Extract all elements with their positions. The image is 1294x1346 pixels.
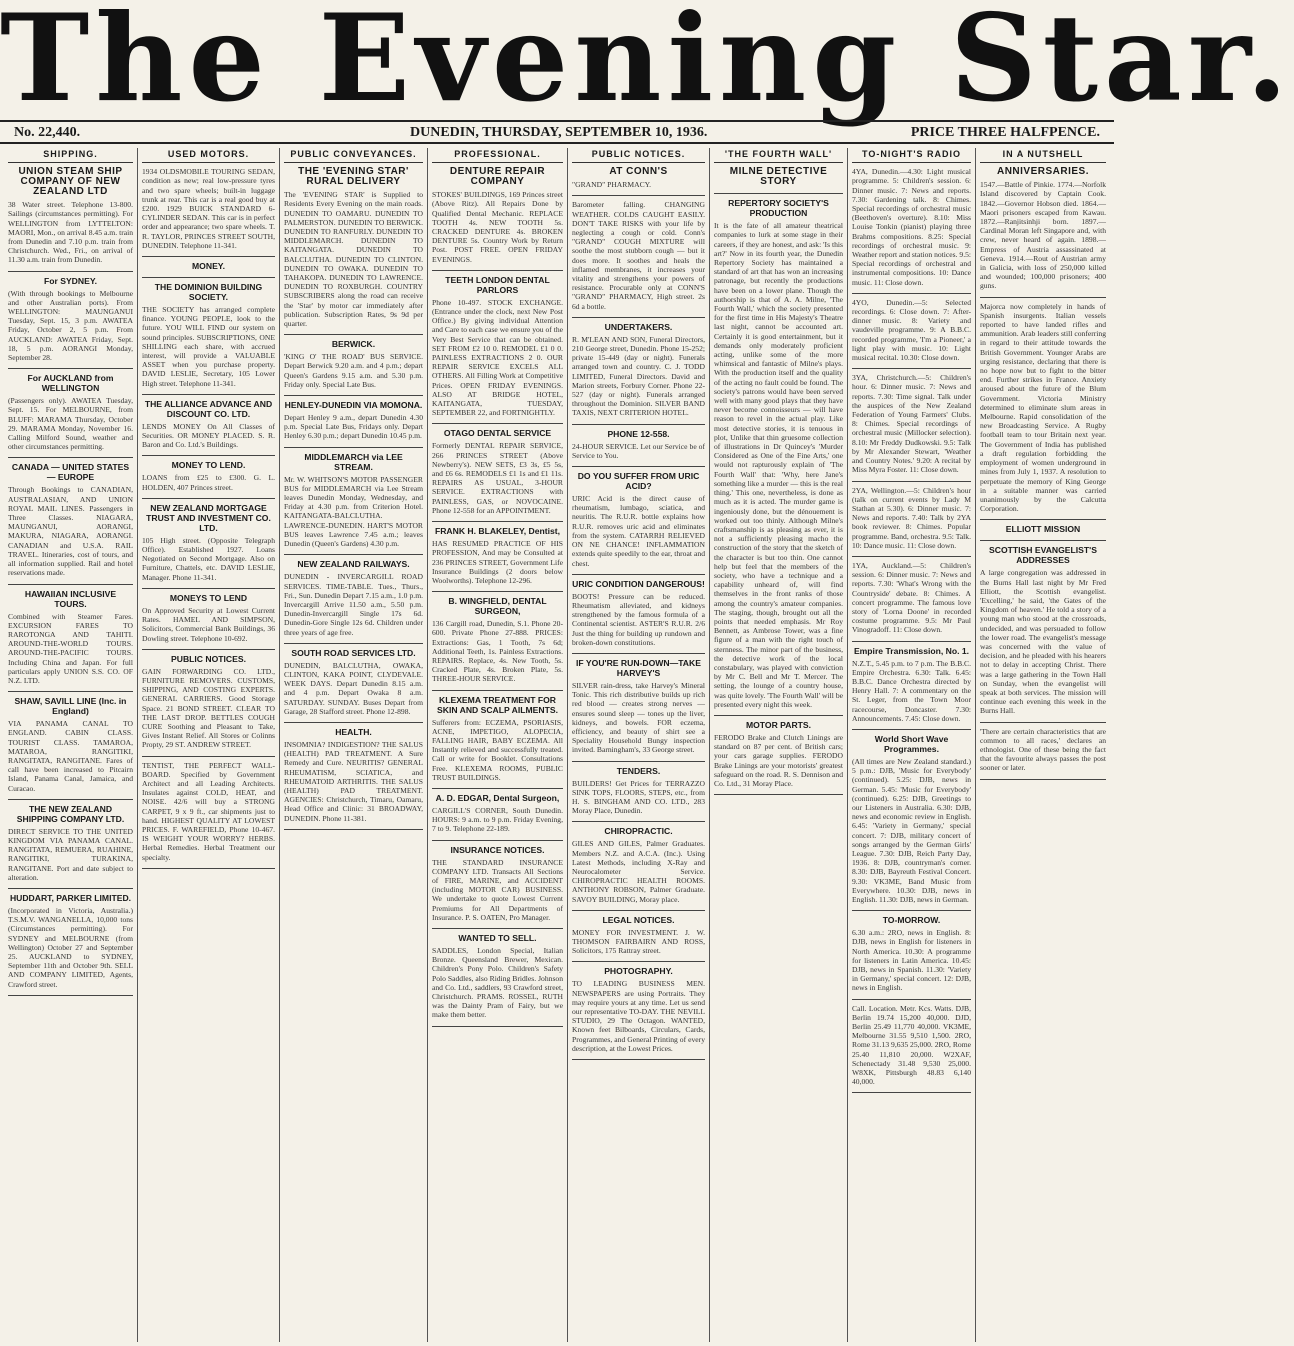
divider [852, 910, 971, 911]
article-block [852, 167, 971, 287]
article-text: CARGILL'S CORNER, South Dunedin. HOURS: 9 a.m. to 9 p.m. Friday Evening, 7 to 9. Telephone 22-189. [432, 805, 563, 834]
article-text: LOANS from £25 to £300. G. L. HOLDEN, 407 Princes street. [142, 473, 275, 492]
divider [432, 270, 563, 271]
article-title: PHONE 12-558. [607, 428, 670, 439]
article-block [432, 275, 563, 418]
article-title: UNION STEAM SHIP COMPANY OF NEW ZEALAND LTD [18, 166, 123, 198]
column-header: USED MOTORS. [142, 148, 275, 163]
article-title: HEALTH. [335, 726, 372, 737]
divider [284, 722, 423, 723]
article-title: SHAW, SAVILL LINE (Inc. in England) [14, 696, 127, 717]
divider [572, 424, 705, 425]
article-block [572, 471, 705, 568]
divider [572, 761, 705, 762]
article-text: Majorca now completely in hands of Spanish insurgents. Italian vessels reported to have landed rifles and ammunition. Arab leaders still conferring in regard to their attitude towards the British Government. Younger Arabs are urging resistance, declaring that there is no hope now but to fight to the bitter end. Further strikes in France. Anxiety aroused about the future of the Blum Government. Victoria Ministry determined to eliminate slum areas in Melbourne. Rapid consolidation of the new Broadcasting Service. A Rugby football team to tour Britain next year. The Government of India has published a draft regulation forbidding the employment of women underground in mines from July 1, 1937. A resolution to perpetuate the memory of King George in a suitable manner was carried unanimously by the Calcutta Corporation. [980, 301, 1106, 514]
divider [980, 540, 1106, 541]
divider [572, 317, 705, 318]
article-block [284, 400, 423, 441]
article-text: TENTIST, THE PERFECT WALL-BOARD. Specified by Government Architect and all Leading Architects. Insulates against COLD, HEAT, and NOISE. 42/6 will buy a STRONG CARPET, 9 x 9 ft., car shipments just to hand. HIGHEST QUALITY AT LOWEST PRICES. F. WAREFIELD, Phone 10-467. IS WEIGHT YOUR WORRY? HERBS. Herbal Remedies. Herbal Treatment our specialty. [142, 760, 275, 862]
divider [142, 868, 275, 869]
article-block [432, 793, 563, 834]
article-block [284, 339, 423, 389]
column-5 [568, 148, 710, 1342]
divider [142, 455, 275, 456]
article-block [572, 826, 705, 903]
article-text: DUNEDIN - INVERCARGILL ROAD SERVICES. TIME-TABLE. Tues., Thurs., Fri., Sun. Dunedin Depart 7.15 a.m., 1.0 p.m. Invercargill Arrive 11.50 a.m., 5.50 p.m. Dunedin-Invercargill Single 17s 6d. Dunedin-Gore Single 12s 6d. Children under three years of age free. [284, 572, 423, 637]
article-block [852, 486, 971, 550]
article-block [980, 167, 1106, 290]
article-block [852, 915, 971, 992]
article-block [142, 503, 275, 582]
article-title: For SYDNEY. [43, 275, 97, 286]
article-block [8, 893, 133, 989]
column-1 [4, 148, 138, 1342]
column-header: IN A NUTSHELL [980, 148, 1106, 163]
article-text: 24-HOUR SERVICE. Let our Service be of Service to You. [572, 441, 705, 460]
article-text: GAIN FORWARDING CO. LTD., FURNITURE REMOVERS. CUSTOMS, SHIPPING, AND COSTING EXPERTS. GENERAL CARRIERS. Good Storage Space. 21 BOND STREET. CLEAR TO THE LAST DROP. BETTLES COUGH CURE Soothing and Pleasant to Take, Gives Instant Relief. All Stores or Colinns Propty, 29 ST. ANDREW STREET. [142, 666, 275, 750]
divider [572, 961, 705, 962]
article-text: 38 Water street. Telephone 13-800. Sailings (circumstances permitting). For WELLINGTON from LYTTELTON: MAORI, Mon., on arrival 8.45 a.m. train from Dunedin and 7.10 p.m. train from Christchurch. Wed., Fri., on arrival of 11.30 a.m. train from Dunedin. [8, 200, 133, 265]
article-title: MONEYS TO LEND [169, 592, 248, 603]
divider [284, 395, 423, 396]
divider [142, 756, 275, 757]
article-block [432, 596, 563, 683]
divider [8, 799, 133, 800]
article-block [572, 915, 705, 956]
article-block [572, 200, 705, 310]
article-text: URIC Acid is the direct cause of rheumatism, lumbago, sciatica, and neuritis. The R.U.R. bottle explains how R.U.R. removes uric acid and eliminates from the system. CATARRH RELIEVED ON NE CHANCE! INFLAMMATION extends quite speedily to the ear, throat and chest. [572, 494, 705, 568]
divider [142, 256, 275, 257]
divider [432, 591, 563, 592]
article-block [8, 462, 133, 577]
divider [980, 779, 1106, 780]
divider [852, 1092, 971, 1093]
column-header: 'THE FOURTH WALL' [714, 148, 843, 163]
article-block [432, 695, 563, 782]
article-block [432, 845, 563, 922]
article-title: DO YOU SUFFER FROM URIC ACID? [577, 471, 700, 492]
article-title: SOUTH ROAD SERVICES LTD. [291, 647, 416, 658]
article-block [284, 559, 423, 636]
divider [852, 481, 971, 482]
article-block [284, 167, 423, 328]
article-text: BOOTS! Pressure can be reduced. Rheumatism alleviated, and kidneys strengthened by the famous formula of a Continental scientist. ASTER'S R.U.R. 2/6 Just the thing for building up rundown and broken-down constitutions. [572, 591, 705, 647]
article-text: LENDS MONEY On All Classes of Securities. OR MONEY PLACED. S. R. Baron and Co. Ltd.'s Buildings. [142, 421, 275, 450]
article-text: 'KING O' THE ROAD' BUS SERVICE. Depart Berwick 9.20 a.m. and 4 p.m.; depart Queen's Gardens 9.15 a.m. and 5.30 p.m. Friday only. Special Late Bus. [284, 352, 423, 389]
article-title: PUBLIC NOTICES. [171, 653, 246, 664]
divider [8, 691, 133, 692]
article-title: SCOTTISH EVANGELIST'S ADDRESSES [989, 545, 1097, 566]
article-block [572, 966, 705, 1053]
price: PRICE THREE HALFPENCE. [910, 125, 1100, 140]
article-text: 3YA, Christchurch.—5: Children's hour. 6: Dinner music. 7: News and reports. 7.30: Time signal. Talk under the auspices of the New Zealand Federation of Young Farmers' Clubs. 8: Chimes. Special recordings of orchestral music (Millocker selection). 8.10: Mr Freddy Dudkowski. 9.5: Talk by Mr Alexander Stewart, 'Weather and Country Notes.' 9.20: A recital by Miss Myra Foster. 11: Close down. [852, 373, 971, 475]
article-text: A large congregation was addressed in the Burns Hall last night by Mr Fred Elliott, the Scottish evangelist. 'Excelling,' he said, 'the Gates of the Kingdom of heaven.' He told a story of a young man who stood at the crossroads, undecided, and was persuaded to follow the lower road. The evangelist's message was concerned with the value of decision, and he pleaded with his hearers not to delay in accepting Christ. There was a large gathering in the Town Hall on Sunday, when the evangelist will speak at both services. The mission will continue each evening this week in the Burns Hall. [980, 568, 1106, 716]
article-title: OTAGO DENTAL SERVICE [443, 428, 552, 439]
divider [284, 447, 423, 448]
article-text: HAS RESUMED PRACTICE OF HIS PROFESSION, And may be Consulted at 236 PRINCES STREET, Government Life Insurance Buildings (2 doors below Woolworths). Telephone 12-296. [432, 539, 563, 585]
article-text: 2YA, Wellington.—5: Children's hour (talk on current events by Lady M Stathan at 5.30). 6: Dinner music. 7: News and reports. 7.40: Talk by 2YA book reviewer. 8: Chimes. Popular programme. Band, orchestra. 9.5: Talk. 10: Dance music. 11: Close down. [852, 485, 971, 550]
divider [432, 840, 563, 841]
article-block [714, 198, 843, 709]
article-text: GILES AND GILES, Palmer Graduates. Members N.Z. and A.C.A. (Inc.). Using Latest Methods, including X-Ray and Neurocalometer Service. CHIROPRACTIC HEALTH ROOMS. ANTHONY ROBSON, Palmer Graduate. SAVOY BUILDING, Moray place. [572, 839, 705, 904]
article-text: TO LEADING BUSINESS MEN. NEWSPAPERS are using Portraits. They may require yours at any time. Let us send our representative TO-DAY. THE NEVILL STUDIO, 29 The Octagon. WANTED, Known feet Bilboards, Circulars, Cards, Programmes, and General Printing of every description, at the Lowest Prices. [572, 979, 705, 1053]
column-header: PROFESSIONAL. [432, 148, 563, 163]
article-text: "GRAND" PHARMACY. [572, 180, 652, 190]
divider [284, 554, 423, 555]
article-block [142, 761, 275, 862]
article-title: MOTOR PARTS. [745, 719, 812, 730]
divider [572, 574, 705, 575]
article-block [980, 545, 1106, 715]
divider [852, 729, 971, 730]
article-title: CANADA — UNITED STATES — EUROPE [11, 462, 130, 483]
divider [8, 368, 133, 369]
masthead [0, 0, 1294, 129]
issue-number: No. 22,440. [14, 125, 81, 140]
article-block [142, 282, 275, 388]
article-text: MONEY FOR INVESTMENT. J. W. THOMSON FAIRBAIRN AND ROSS, Solicitors, 175 Rattray street. [572, 927, 705, 956]
article-text: 1547.—Battle of Pinkie. 1774.—Norfolk Island discovered by Captain Cook. 1842.—Governor Hobson died. 1864.—Maori prisoners escaped from Kawau. 1872.—Ranjitsinhji born. 1897.—Cardinal Moran left Singapore and, with crew, never heard of again. 1898.—Empress of Austria assassinated at Geneva. 1914.—Rout of Austrian army in Galicia, with loss of 250,000 killed and wounded; 100,000 prisoners; 400 guns. [980, 180, 1106, 291]
article-text: 1934 OLDSMOBILE TOURING SEDAN, condition as new; real low-pressure tyres and two spare wheels; built-in luggage trunk at rear. This car is a real good buy at £200. 1929 BUICK STANDARD 6-CYLINDER SEDAN. This car is in perfect order and appearance; two spare wheels. T. R. TAYLOR, PRINCES STREET SOUTH, DUNEDIN. Telephone 11-341. [142, 167, 275, 250]
article-title: MONEY. [192, 261, 225, 272]
article-text: FERODO Brake and Clutch Linings are standard on 87 per cent. of British cars; your cars garage supplies. FERODO Brake Linings are your motorists' greatest safeguard on the road. R. S. Dennison and Co. Ltd., 31 Moray Place. [714, 732, 843, 788]
column-header: TO-NIGHT'S RADIO [852, 148, 971, 163]
divider [432, 928, 563, 929]
divider [142, 649, 275, 650]
article-title: HENLEY-DUNEDIN VIA MOMONA. [284, 400, 423, 411]
article-text: Mr. W. WHITSON'S MOTOR PASSENGER BUS for MIDDLEMARCH via Lee Stream leaves Dunedin Monday, Wednesday, and Friday at 4.30 p.m. from Criterion Hotel. KAITANGATA-BALCLUTHA. LAWRENCE-DUNEDIN. HART'S MOTOR BUS leaves Lawrence 7.45 a.m.; leaves Dunedin (Queen's Gardens) 4.30 p.m. [284, 474, 423, 549]
article-title: CHIROPRACTIC. [604, 826, 673, 837]
article-block [852, 646, 971, 723]
column-header: PUBLIC CONVEYANCES. [284, 148, 423, 163]
article-text: THE SOCIETY has arranged complete finance. YOUNG PEOPLE, look to the future. YOU WILL FIND our system on sound principles. SUBSCRIPTIONS, ONE SHILLING each share, with accrued interest, will provide a VALUABLE ASSET when you purchase property. DAVID LESLIE, Secretary, 105 Lower High street. Telephone 11-341. [142, 305, 275, 388]
article-title: ANNIVERSARIES. [996, 166, 1089, 178]
article-title: TEETH LONDON DENTAL PARLORS [445, 274, 550, 295]
article-block [852, 734, 971, 904]
divider [8, 457, 133, 458]
article-block [142, 460, 275, 491]
column-8 [976, 148, 1110, 1342]
article-block [284, 648, 423, 716]
article-title: BERWICK. [331, 339, 376, 350]
article-block [980, 727, 1106, 773]
divider [572, 653, 705, 654]
dateline [0, 120, 1114, 144]
article-title: INSURANCE NOTICES. [450, 844, 545, 855]
divider [852, 368, 971, 369]
article-text: STOKES' BUILDINGS, 169 Princes street (Above Ritz). All Repairs Done by Qualified Dental Mechanic. REPLACE TOOTH 4s. NEW TOOTH 5s. CRACKED DENTURE 4s. BROKEN DENTURE 5s. Country Work by Return Post. POST FREE. OPEN FRIDAY EVENINGS. [432, 190, 563, 264]
article-text: DUNEDIN, BALCLUTHA, OWAKA, CLINTON, KAKA POINT, CLYDEVALE. WEEK DAYS. Depart Dunedin 8.15 a.m. and 4 p.m. Depart Owaka 8 a.m. SATURDAY. SUNDAY. Buses Depart from Garage, 28 Stafford street. Phone 12-898. [284, 660, 423, 716]
article-block [142, 399, 275, 450]
divider [432, 423, 563, 424]
article-title: World Short Wave Programmes. [874, 733, 949, 754]
article-block [142, 654, 275, 750]
article-text: Sufferers from: ECZEMA, PSORIASIS, ACNE, IMPETIGO, ALOPECIA, FALLING HAIR, BABY ECZEMA. All Instantly relieved and successfully treated. Call or write for Booklet. Consultations Free. KLEXEMA ROOMS, PUBLIC TRUST BUILDINGS. [432, 717, 563, 782]
divider [8, 584, 133, 585]
column-4 [428, 148, 568, 1342]
article-title: TENDERS. [616, 765, 661, 776]
article-text: VIA PANAMA CANAL TO ENGLAND. CABIN CLASS. TOURIST CLASS. TAMAROA, MATAROA, RANGITIKI, RANGITATA, RANGITANE. Fares of call have been increased to Pitcairn Island, Panama Canal, Jamaica, and Curacao. [8, 719, 133, 793]
article-text: DIRECT SERVICE TO THE UNITED KINGDOM VIA PANAMA CANAL. RANGITATA, REMUERA, RUAHINE, RANGITIKI, TURAKINA, RANGITANE. Port and date subject to alteration. [8, 826, 133, 882]
article-title: WANTED TO SELL. [458, 932, 537, 943]
divider [142, 394, 275, 395]
article-text: (With through bookings to Melbourne and other Australian ports). From WELLINGTON: MAUNGANUI Tuesday, Sept. 15, 3 p.m. AWATEA Friday, October 2, 5 p.m. From AUCKLAND: AWATEA Friday, Sept. 18, 5 p.m. AORANGI Monday, September 28. [8, 288, 133, 363]
article-block [8, 167, 133, 264]
article-title: A. D. EDGAR, Dental Surgeon, [435, 792, 560, 803]
divider [572, 466, 705, 467]
article-title: Empire Transmission, No. 1. [853, 645, 970, 656]
article-text: 'There are certain characteristics that are common to all races,' declares an ethnologist. One of these being the fact that the favourite always passes the post sooner or later. [980, 726, 1106, 773]
article-title: THE ALLIANCE ADVANCE AND DISCOUNT CO. LTD. [144, 398, 273, 419]
article-block [8, 373, 133, 451]
divider [980, 519, 1106, 520]
divider [572, 821, 705, 822]
article-text: Combined with Steamer Fares. EXCURSION FARES TO RAROTONGA AND TAHITI. AROUND-THE-WORLD TOURS. AROUND-THE-PACIFIC TOURS. Including China and Japan. For full particulars apply UNION S.S. CO. OF N.Z. LTD. [8, 611, 133, 685]
article-title: IF YOU'RE RUN-DOWN—TAKE HARVEY'S [576, 657, 701, 678]
article-text: Formerly DENTAL REPAIR SERVICE, 266 PRINCES STREET (Above Newberry's). NEW SETS, £3 3s, £5 5s, and £6 6s. REMODELS £1 1s and £1 11s. REPAIRS AS USUAL, 3-HOUR SERVICE. EXTRACTIONS with PAINLESS, GAS, or NOVOCAINE. Phone 12-558 for an APPOINTMENT. [432, 441, 563, 515]
article-title: UNDERTAKERS. [604, 321, 673, 332]
column-header: PUBLIC NOTICES. [572, 148, 705, 163]
article-title: AT CONN'S [609, 166, 668, 178]
divider [432, 521, 563, 522]
article-title: THE DOMINION BUILDING SOCIETY. [154, 282, 263, 303]
divider [852, 293, 971, 294]
article-block [432, 526, 563, 585]
article-block [8, 589, 133, 686]
article-title: THE 'EVENING STAR' RURAL DELIVERY [298, 166, 409, 188]
columns [4, 148, 1110, 1342]
divider [572, 1059, 705, 1060]
article-block [142, 261, 275, 271]
divider [432, 1026, 563, 1027]
article-text: 136 Cargill road, Dunedin, S.1. Phone 20-600. Private Phone 27-888. PRICES: Extractions: Gas, 1 Tooth, 7s 6d; Additional Teeth, 1s. Painless Extractions. REPAIRS. Replace, 4s. New Tooth, 5s. Cracked Plate, 4s. Broken Plate, 5s. THREE-HOUR SERVICE. [432, 619, 563, 684]
article-title: NEW ZEALAND MORTGAGE TRUST AND INVESTMENT CO. LTD. [146, 502, 271, 533]
article-title: THE NEW ZEALAND SHIPPING COMPANY LTD. [16, 803, 125, 824]
article-title: MIDDLEMARCH via LEE STREAM. [304, 451, 403, 472]
article-block [284, 727, 423, 823]
divider [284, 643, 423, 644]
article-title: HAWAIIAN INCLUSIVE TOURS. [24, 588, 117, 609]
article-text: Phone 10-497. STOCK EXCHANGE. (Entrance under the clock, next New Post Office.) By giving individual Attention and Care to each case we ensure you of the Very Best Service that can be obtained. SET FROM £2 10 0. REMODEL £1 0 0. PAINLESS EXTRACTIONS 2 0. OUR REPAIR SERVICE EXCELS ALL OTHERS. All Filling Work at Competitive Prices. OPEN FRIDAY EVENINGS. ALSO AT BRIDGE HOTEL, KAITANGATA, TUESDAY, SEPTEMBER 22, and FORTNIGHTLY. [432, 297, 563, 418]
divider [8, 995, 133, 996]
column-header: SHIPPING. [8, 148, 133, 163]
divider [572, 195, 705, 196]
article-text: (Passengers only). AWATEA Tuesday, Sept. 15. For MELBOURNE, from BLUFF: MARAMA Thursday, October 29. MARAMA Monday, November 16. Calling Milford Sound, weather and other circumstances permitting. [8, 396, 133, 452]
column-2 [138, 148, 280, 1342]
article-text: SADDLES, London Special, Italian Bronze. Queensland Brewer, Mexican. Children's Pony Polo. Children's Safety Polo Saddles, also Riding Bridles. Johnson and Co. Ltd., saddlers, 93 Crawford street, Christchurch. PRAMS. ROSSEL, RUTH was the Dainty Pram of Fairy, but we make them better. [432, 945, 563, 1020]
article-text: 1YA, Auckland.—5: Children's session. 6: Dinner music. 7: News and reports. 7.30: 'What's Wrong with the Countryside' debate. 8: Chimes. A concert programme. The famous love story of 'Lorna Doone' in recorded costume programme. 9.5: Mr Paul Vinogradoff. 11: Close down. [852, 560, 971, 635]
divider [432, 690, 563, 691]
divider [142, 588, 275, 589]
article-text: Barometer falling. CHANGING WEATHER. COLDS CAUGHT EASILY. DON'T TAKE RISKS with your life by neglecting a cough or cold. Conn's "GRAND" COUGH MIXTURE will soothe the most stubborn cough — but it does more. It soothes and heals the inflamed membranes, it increases your vitality and strengthens your powers of resistance. Procurable only at CONN'S "GRAND" PHARMACY, High street. 2s 6d a bottle. [572, 200, 705, 311]
masthead-title: The Evening Star. [0, 0, 1294, 129]
article-text: 6.30 a.m.: 2RO, news in English. 8: DJB, news in English for listeners in North America. 10.30: A programme for listeners in Latin America. 10.45: DJB, news in Spanish. 11.30: 'Variety in Germany,' special concert. 12: DJB, news in English. [852, 928, 971, 993]
divider [432, 788, 563, 789]
article-block [980, 302, 1106, 514]
article-title: ELLIOTT MISSION [1005, 524, 1081, 535]
article-text: (Incorporated in Victoria, Australia.) T.S.M.V. WANGANELLA, 10,000 tons (Circumstances permitting). For SYDNEY and MELBOURNE (from Wellington) October 27 and September 25. AUCKLAND to SYDNEY, September 11th and October 9th. SELL AND COMPANY LIMITED, Agents, Crawford street. [8, 905, 133, 989]
article-block [284, 452, 423, 549]
article-text: R. M'LEAN AND SON, Funeral Directors, 210 George street, Dunedin. Phone 15-252; private 15-449 (day or night). Funerals arranged town and country. C. J. TODD LIMITED, Funeral Directors. David and Marion streets, Forbury Corner. Phone 22-527 (day or night). Funerals arranged throughout the Dominion. SILVER BAND TAXIS, NEXT CRITERION HOTEL. [572, 334, 705, 418]
divider [980, 297, 1106, 298]
divider [852, 556, 971, 557]
divider [714, 715, 843, 716]
divider [980, 722, 1106, 723]
divider [852, 999, 971, 1000]
article-text: (All times are New Zealand standard.) 5 p.m.: DJB, 'Music for Everybody' (continued). 5.25: DJB, news in German. 5.45: 'Music for Everybody' (continued). 6.25: DJB, Greetings to our Listeners in Australia. 6.30: DJB, news and economic review in English. 6.45: 'Variety in Germany,' special concert. 7: DJB, military concert of songs arranged by the German Girls' League. 7.30: DJB, Reich Party Day, 1936. 8: DJB, countryman's corner. 8.30: DJB, Bayreuth Festival Concert. 9.30: VK3ME, Band Music from Everywhere. 10.30: DJB, news in English. 11.30: DJB, news in German. [852, 756, 971, 905]
article-title: MONEY TO LEND. [171, 460, 246, 471]
article-block [432, 428, 563, 515]
article-block [980, 524, 1106, 534]
article-title: PHOTOGRAPHY. [604, 966, 673, 977]
article-block [572, 658, 705, 755]
article-block [8, 804, 133, 882]
article-title: MILNE DETECTIVE STORY [729, 166, 828, 188]
article-title: For AUCKLAND from WELLINGTON [27, 373, 114, 394]
article-block [572, 322, 705, 418]
article-block [572, 429, 705, 460]
article-block [8, 696, 133, 793]
article-title: REPERTORY SOCIETY'S PRODUCTION [728, 198, 829, 219]
divider [852, 641, 971, 642]
divider [142, 498, 275, 499]
article-text: 4YA, Dunedin.—4.30: Light musical programme. 5: Children's session. 6: Dinner music. 7: News and reports. 7.30: Gardening talk. 8: Chimes. Special recordings of orchestral music (Beethoven's overture). 8.10: Miss Louise Tonkin (pianist) playing three Brahms compositions. 8.25: Special recordings of orchestral music. 9: Weather report and station notices. 9.5: Special recordings of orchestral and instrumental compositions. 10: Dance music. 11: Close down. [852, 167, 971, 287]
article-block [714, 167, 843, 187]
article-block [852, 298, 971, 362]
article-title: LEGAL NOTICES. [602, 914, 675, 925]
article-title: DENTURE REPAIR COMPANY [449, 166, 546, 188]
divider [714, 794, 843, 795]
divider [8, 271, 133, 272]
article-text: It is the fate of all amateur theatrical companies to lurk at some stage in their careers, if they are honest, and ask: 'Is this art?' Now in its fourth year, the Dunedin Repertory Society has maintained a standard of art that has won an increasing patronage, but recently the productions have been on a lower plane. Though the authorship is that of A. A. Milne, 'The Fourth Wall,' which the society presented for the first time in His Majesty's Theatre last night, cannot be accounted art. Certainly it is good entertainment, but it demands only moderately proficient acting, unlike some of the more whimsical and fantastic of Milne's plays. With the production itself and the quality of the acting no fault could be found. The society's patrons would have been served well with many good plays that they have never become connoisseurs — will have reason to revel in the actual play. Like most detective stories, it is tenuous in plot, Unlike that thin gruesome collection of illustrations in Dr Quincey's 'Murder Considered as One of the Fine Arts,' one would not rapturously explain of 'The Fourth Wall' that: 'Why, here Jane's something like a murder — this is the real thing.' This one, nevertheless, is done as much as it is acted. The murder game is ingeniously done, but the dénouement is worked out too thinly. Although Milne's craftsmanship is as pleasing as ever, it is not a sufficiently pleasing macho the construction of the story that the sketch of the character is but too thin. One cannot help but feel that the members of the society, who have a technique and a capability unheard of, will find themselves in the front ranks of those among the country's amateur companies. The staging, though, brought out all the points that needed emphasis. Mr Roy Bennett, as Ambrose Tower, was a fine figure of a man with the right touch of sternness. The minor part of the business, the detective work of the local constabulary, was played with conviction by Mr C. Bell and Mr T. Mercer. The setting, the lounge of a country house, was quite lovely. 'The Fourth Wall' will be presented every night this week. [714, 221, 843, 709]
article-title: TO-MORROW. [882, 915, 941, 926]
divider [142, 277, 275, 278]
column-3 [280, 148, 428, 1342]
article-block [852, 561, 971, 635]
column-7 [848, 148, 976, 1342]
article-text: Call. Location. Metr. Kcs. Watts. DJB, Berlin 19.74 15,200 40,000. DJD, Berlin 25.49 11,770 40,000. VK3ME, Melbourne 31.55 9,510 1,500. 2RO, Rome 31.13 9,635 25,000. 2RO, Rome 25.40 11,810 20,000. W2XAF, Schenectady 31.48 9,530 25,000. W8XK, Pittsburgh 48.83 6,140 40,000. [852, 1003, 971, 1087]
article-block [714, 720, 843, 788]
article-text: SILVER rain-dress, take Harvey's Mineral Tonic. This rich distributive builds up rich red blood — creates strong nerves — ensures sound sleep — tones up the liver, kidneys, and bowels. FOR eczema, efficiency, and beauty of shirt see a Speciality Household Bungy inspection invited. Barningham's, 33 George street. [572, 680, 705, 755]
article-title: URIC CONDITION DANGEROUS! [572, 578, 705, 589]
article-block [142, 593, 275, 643]
article-block [852, 373, 971, 474]
article-text: BUILDERS! Get Prices for TERRAZZO SINK TOPS, FLOORS, STEPS, etc., from H. S. BINGHAM AND CO. LTD., 283 Moray Place, Dunedin. [572, 778, 705, 816]
article-text: INSOMNIA? INDIGESTION? THE SALUS (HEALTH) PAD TREATMENT. A Sure Remedy and Cure. NEURITIS? GENERAL RHEUMATISM, SCIATICA, and RHEUMATOID ARTHRITIS. THE SALUS (HEALTH) PAD TREATMENT. AGENCIES: Christchurch, Timaru, Oamaru, Head Office and Clinic: 31 BROADWAY, DUNEDIN. Phone 11-381. [284, 739, 423, 823]
article-block [432, 167, 563, 264]
divider [8, 888, 133, 889]
article-text: 4YO, Dunedin.—5: Selected recordings. 6: Close down. 7: After-dinner music. 8: Variety and vaudeville programme. 9: A B.B.C. recorded programme, 'I'm a Pioneer,' a light play with music. 10: Light musical recital. 10.30: Close down. [852, 297, 971, 363]
article-text: Depart Henley 9 a.m., depart Dunedin 4.30 p.m. Special Late Bus, Fridays only. Depart Henley 6.30 p.m.; depart Dunedin 10.45 p.m. [284, 413, 423, 441]
divider [284, 829, 423, 830]
article-block [142, 167, 275, 250]
article-title: HUDDART, PARKER LIMITED. [9, 892, 132, 903]
article-title: NEW ZEALAND RAILWAYS. [297, 559, 410, 570]
article-block [572, 766, 705, 816]
article-text: The 'EVENING STAR' is Supplied to Residents Every Evening on the main roads. DUNEDIN TO OAMARU. DUNEDIN TO PALMERSTON. DUNEDIN TO BERWICK. DUNEDIN TO RANFURLY. DUNEDIN TO MIDDLEMARCH. DUNEDIN TO KAITANGATA. DUNEDIN TO BALCLUTHA. DUNEDIN TO CLINTON. DUNEDIN TO OWAKA. DUNEDIN TO TAHAKOPA. DUNEDIN TO LAWRENCE. DUNEDIN TO ROXBURGH. COUNTRY SUBSCRIBERS along the road can receive the 'Star' by motor car immediately after publication. Subscription Rates, 9s 9d per quarter. [284, 190, 423, 329]
article-title: KLEXEMA TREATMENT FOR SKIN AND SCALP AILMENTS. [437, 694, 558, 715]
article-title: FRANK H. BLAKELEY, Dentist, [434, 526, 561, 537]
article-title: B. WINGFIELD, DENTAL SURGEON, [448, 596, 547, 617]
article-text: Through Bookings to CANADIAN, AUSTRALASIAN, AND UNION ROYAL MAIL LINES. Passengers in Three Classes. NIAGARA, MAUNGANUI, AORANGI, MAKURA, NIAGARA, AORANGI. CANADIAN and U.S.A. RAIL TRAVEL. Itineraries, cost of tours, and all information supplied. Rail and hotel reservations made. [8, 485, 133, 578]
divider [284, 334, 423, 335]
article-block [8, 276, 133, 363]
article-text: THE STANDARD INSURANCE COMPANY LTD. Transacts All Sections of FIRE, MARINE, and ACCIDENT (including MOTOR CAR) BUSINESS. We undertake to quote Lowest Current Premiums for All Departments of Insurance. P. S. OATEN, Pro Manager. [432, 857, 563, 922]
article-block [572, 579, 705, 647]
article-block [572, 167, 705, 189]
article-text: N.Z.T., 5.45 p.m. to 7 p.m. The B.B.C. Empire Orchestra. 6.30: Talk. 6.45: B.B.C. Dance Orchestra directed by Henry Hall. 7: A commentary on the St. Leger, from the Town Moor racecourse, Doncaster. 7.30: Announcements. 7.45: Close down. [852, 658, 971, 723]
place-date: DUNEDIN, THURSDAY, SEPTEMBER 10, 1936. [410, 125, 708, 140]
divider [572, 910, 705, 911]
article-block [432, 933, 563, 1020]
divider [714, 193, 843, 194]
article-text: On Approved Security at Lowest Current Rates. HAMEL AND SIMPSON, Solicitors, Commercial Bank Buildings, 36 Dowling street. Telephone 10-692. [142, 605, 275, 643]
article-block [852, 1004, 971, 1087]
column-6 [710, 148, 848, 1342]
article-text: 105 High street. (Opposite Telegraph Office). Established 1927. Loans Negotiated on Second Mortgage. Also on Furniture, Chattels, etc. DAVID LESLIE, Manager. Phone 11-341. [142, 535, 275, 582]
